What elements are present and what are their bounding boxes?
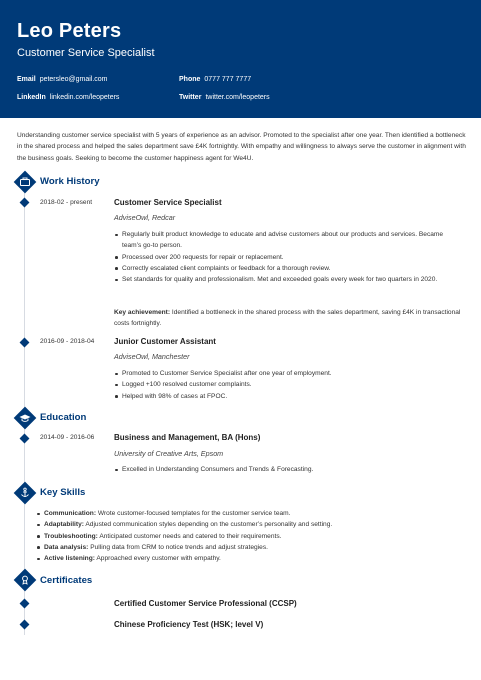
award-icon — [14, 569, 36, 591]
linkedin-contact — [17, 94, 119, 101]
skill-item: Active listening: Approached every customer with empathy. — [36, 553, 332, 564]
timeline-marker — [20, 599, 30, 609]
candidate-role: Customer Service Specialist — [17, 47, 155, 59]
certificate-item: Certified Customer Service Professional (CCSP) — [114, 599, 297, 608]
linkedin-value[interactable]: linkedin.com/leopeters — [49, 94, 120, 101]
email-value[interactable]: petersleo@gmail.com — [39, 76, 108, 83]
timeline-marker — [20, 338, 30, 348]
skill-item: Communication: Wrote customer-focused templates for the customer service team. — [36, 508, 332, 519]
job-title: Junior Customer Assistant — [114, 337, 216, 346]
briefcase-icon — [14, 171, 36, 193]
education-title: Education — [40, 412, 87, 423]
skill-item: Troubleshooting: Anticipated customer needs and catered to their requirements. — [36, 531, 332, 542]
timeline-marker — [20, 434, 30, 444]
list-item: Logged +100 resolved customer complaints. — [114, 379, 464, 390]
education-dates: 2014-09 - 2016-06 — [40, 434, 95, 441]
phone-value[interactable]: 0777 777 7777 — [204, 76, 252, 83]
graduation-cap-icon — [14, 407, 36, 429]
school-name: University of Creative Arts, Epsom — [114, 449, 224, 458]
list-item: Excelled in Understanding Consumers and Trends & Forecasting. — [114, 464, 464, 475]
list-item: Processed over 200 requests for repair or replacement. — [114, 252, 464, 263]
list-item: Promoted to Customer Service Specialist after one year of employment. — [114, 368, 464, 379]
twitter-label: Twitter — [179, 94, 202, 101]
phone-label: Phone — [179, 76, 201, 83]
job-title: Customer Service Specialist — [114, 198, 222, 207]
skill-item: Adaptability: Adjusted communication styles depending on the customer’s personality and setting. — [36, 519, 332, 530]
email-contact — [17, 76, 108, 83]
certificates-title: Certificates — [40, 575, 93, 586]
resume-header — [0, 0, 481, 118]
key-skills-title: Key Skills — [40, 487, 86, 498]
timeline-marker — [20, 620, 30, 630]
skills-list — [36, 508, 332, 564]
linkedin-label: LinkedIn — [17, 94, 46, 101]
work-history-title: Work History — [40, 176, 100, 187]
list-item: Helped with 98% of cases at FPOC. — [114, 391, 464, 402]
education-bullets — [114, 464, 464, 475]
skill-item: Data analysis: Pulling data from CRM to notice trends and adjust strategies. — [36, 542, 332, 553]
job-dates: 2018-02 - present — [40, 199, 93, 206]
key-achievement: Key achievement: Identified a bottleneck in the shared process with the sales department, saving £4K in transactional costs fortnightly. — [114, 309, 461, 328]
list-item: Correctly escalated client complaints or feedback for a thorough review. — [114, 263, 464, 274]
list-item: Regularly built product knowledge to educate and advise customers about our products and services. Became team’s go-to person. — [114, 229, 464, 252]
list-item: Set standards for quality and professionalism. Met and exceeded goals every week for two quarters in 2020. — [114, 274, 464, 285]
twitter-value[interactable]: twitter.com/leopeters — [205, 94, 270, 101]
phone-contact — [179, 76, 251, 83]
certificate-item: Chinese Proficiency Test (HSK; level V) — [114, 620, 264, 629]
profile-summary: Understanding customer service specialist with 5 years of experience as an advisor. Promoted to the specialist after one year. Then identified a bottleneck in the shared process and helped the sales department save £4K fortnightly. With empathy and willingness to always serve the customer in alignment with the business goals. Seeking to become the customer happiness agent for We4U. — [17, 132, 466, 162]
job-bullets — [114, 368, 464, 402]
job-company: AdviseOwl, Manchester — [114, 352, 190, 361]
job-company: AdviseOwl, Redcar — [114, 213, 176, 222]
anchor-icon — [14, 482, 36, 504]
job-bullets — [114, 229, 464, 285]
candidate-name: Leo Peters — [17, 20, 122, 42]
timeline-marker — [20, 198, 30, 208]
job-dates: 2016-09 - 2018-04 — [40, 338, 95, 345]
email-label: Email — [17, 76, 36, 83]
degree-title: Business and Management, BA (Hons) — [114, 433, 261, 442]
twitter-contact — [179, 94, 270, 101]
